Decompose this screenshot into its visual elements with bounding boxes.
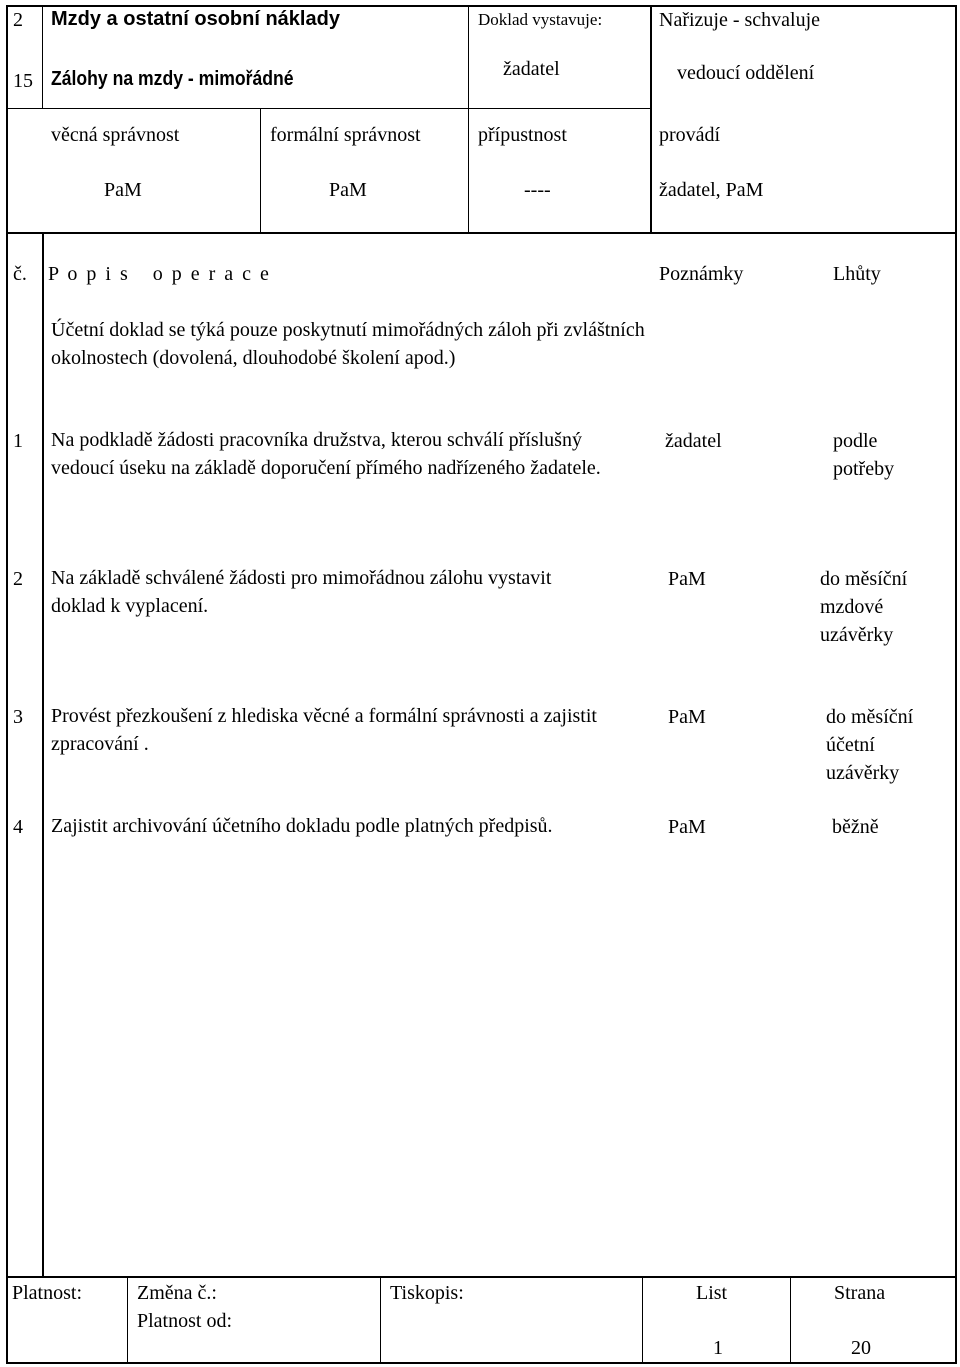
frame-bottom	[6, 1362, 956, 1364]
operation-deadline-line: účetní	[826, 734, 875, 756]
orders-value: vedoucí oddělení	[677, 62, 815, 84]
footer-form-label: Tiskopis:	[390, 1282, 464, 1304]
operation-deadline-line: mzdové	[820, 596, 884, 618]
check-value-formal: PaM	[329, 179, 367, 201]
check-value-admissibility: ----	[524, 179, 551, 201]
operation-deadline-line: do měsíční	[820, 568, 908, 590]
operation-deadline-line: do měsíční	[826, 706, 914, 728]
header-col-issuer-rule	[468, 5, 469, 233]
header-bottom-rule	[6, 232, 956, 234]
operation-note: žadatel	[665, 430, 722, 452]
header-col-orders-rule	[650, 5, 652, 233]
operation-number: 1	[13, 430, 23, 452]
footer-col-sheet-rule	[642, 1277, 643, 1363]
issuer-label: Doklad vystavuje:	[478, 10, 603, 29]
col-heading-deadlines: Lhůty	[833, 263, 881, 285]
operation-number: 2	[13, 568, 23, 590]
orders-label: Nařizuje - schvaluje	[659, 9, 821, 31]
footer-col-change-rule	[127, 1277, 128, 1363]
header-col-formal-rule	[260, 108, 261, 233]
operation-number: 3	[13, 706, 23, 728]
operation-deadline-line: podle	[833, 430, 878, 452]
operation-description: Na základě schválené žádosti pro mimořádnou zálohu vystavit doklad k vyplacení.	[51, 567, 552, 617]
operation-deadline-line: uzávěrky	[826, 762, 900, 784]
col-heading-number: č.	[13, 263, 27, 285]
operation-number: 4	[13, 816, 23, 838]
operation-note: PaM	[668, 816, 706, 838]
operation-note: PaM	[668, 706, 706, 728]
footer-sheet-label: List	[696, 1282, 728, 1304]
footer-change-label: Změna č.:	[137, 1282, 217, 1304]
footer-sheet-value: 1	[713, 1337, 723, 1359]
footer-page-value: 20	[851, 1337, 871, 1359]
operation-deadline-line: uzávěrky	[820, 624, 894, 646]
footer-col-page-rule	[790, 1277, 791, 1363]
footer-change-validity-label: Platnost od:	[137, 1310, 233, 1332]
footer-page-label: Strana	[834, 1282, 886, 1304]
check-value-material: PaM	[104, 179, 142, 201]
check-label-admissibility: přípustnost	[478, 124, 567, 146]
frame-top	[6, 5, 956, 7]
operation-description: Zajistit archivování účetního dokladu podle platných předpisů.	[51, 815, 553, 837]
operation-note: PaM	[668, 568, 706, 590]
operation-description: Na podkladě žádosti pracovníka družstva, kterou schválí příslušný vedoucí úseku na základě doporučení přímého nadřízeného žadatele.	[51, 429, 601, 479]
body-col-number-rule	[42, 233, 44, 1277]
col-heading-notes: Poznámky	[659, 263, 744, 285]
operation-deadline-line: běžně	[832, 816, 879, 838]
operation-description: Provést přezkoušení z hlediska věcné a formální správnosti a zajistit zpracování .	[51, 705, 597, 755]
check-label-material: věcná správnost	[51, 124, 180, 146]
operation-deadline-line: potřeby	[833, 458, 895, 480]
check-label-performs: provádí	[659, 124, 721, 146]
subsection-title: Zálohy na mzdy - mimořádné	[51, 68, 294, 90]
header-divider	[6, 108, 650, 109]
footer-top-rule	[6, 1276, 956, 1278]
header-col-number-rule	[42, 5, 43, 108]
section-number: 2	[13, 9, 23, 31]
check-value-performs: žadatel, PaM	[659, 179, 764, 201]
frame-left	[6, 5, 8, 1364]
col-heading-description: P o p i s o p e r a c e	[48, 263, 270, 285]
intro-text: Účetní doklad se týká pouze poskytnutí mimořádných záloh při zvláštních okolnostech (dovolená, dlouhodobé školení apod.)	[51, 319, 645, 369]
check-label-formal: formální správnost	[270, 124, 421, 146]
footer-validity-label: Platnost:	[12, 1282, 83, 1304]
frame-right	[955, 5, 957, 1364]
issuer-value: žadatel	[503, 58, 560, 80]
subsection-number: 15	[13, 70, 33, 92]
footer-col-form-rule	[380, 1277, 381, 1363]
section-title: Mzdy a ostatní osobní náklady	[51, 8, 340, 30]
